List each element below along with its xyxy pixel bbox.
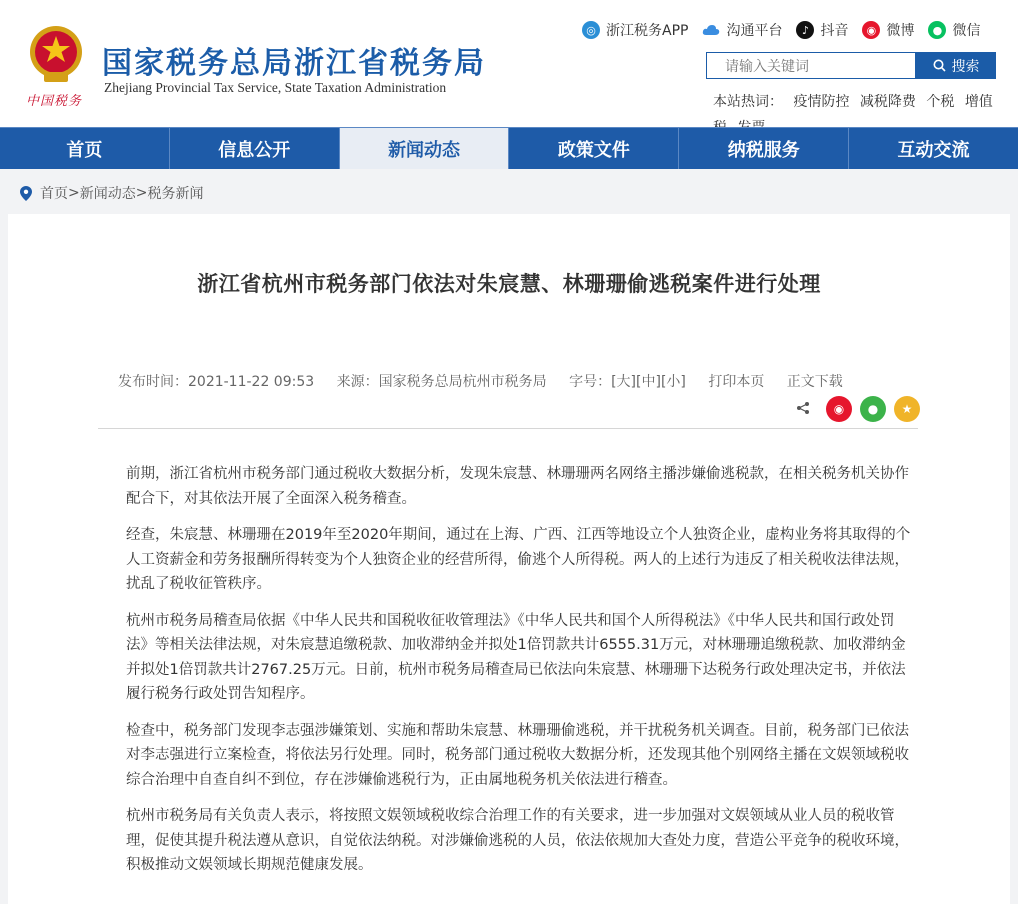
top-links [582,20,980,40]
location-pin-icon [20,186,32,201]
hot-word[interactable]: 个税 [926,94,955,110]
publish-label: 发布时间： [118,374,188,390]
breadcrumb-tax-news[interactable]: 税务新闻 [147,186,204,202]
nav-item-news[interactable]: 新闻动态 [340,128,510,169]
hot-word[interactable]: 减税降费 [859,94,916,110]
weibo-icon: ◉ [862,21,880,39]
search-icon [933,59,946,72]
site-subtitle: Zhejiang Provincial Tax Service, State Taxation Administration [104,80,447,95]
top-link-wechat[interactable] [928,20,980,40]
wechat-share-icon[interactable]: ● [860,396,886,422]
top-link-weibo[interactable] [862,20,914,40]
qzone-share-icon[interactable]: ★ [894,396,920,422]
font-size-large[interactable]: 大 [616,374,631,390]
font-size-label: 字号： [569,374,612,390]
hot-word[interactable]: 疫情防控 [793,94,850,110]
nav-item-policy[interactable]: 政策文件 [509,128,679,169]
search-input[interactable] [706,52,916,79]
top-link-label: 沟通平台 [726,23,783,39]
site-title[interactable]: 国家税务总局浙江省税务局 [102,46,486,81]
top-link-label: 浙江税务APP [606,23,689,39]
article-paragraph: 经查，朱宸慧、林珊珊在2019年至2020年期间，通过在上海、广西、江西等地设立个人独资企业，虚构业务将其取得的个人工资薪金和劳务报酬所得转变为个人独资企业的经营所得，偷逃个人所得税。两人的上述行为违反了相关税收法律法规，扰乱了税收征管秩序。 [126,527,911,592]
nav-item-info[interactable]: 信息公开 [170,128,340,169]
app-icon: ◎ [582,21,600,39]
douyin-icon: ♪ [796,21,814,39]
hot-word[interactable]: 增值 [964,94,993,110]
download-link[interactable]: 正文下载 [786,374,843,390]
top-link-label: 微信 [952,23,981,39]
source-value: 国家税务总局杭州市税务局 [378,374,547,390]
nav-item-service[interactable]: 纳税服务 [679,128,849,169]
breadcrumb-separator: > [68,185,80,201]
article-paragraph: 杭州市税务局有关负责人表示，将按照文娱领域税收综合治理工作的有关要求，进一步加强对文娱领域从业人员的税收管理，促使其提升税法遵从意识，自觉依法纳税。对涉嫌偷逃税的人员，依法依规加大查处力度，营造公平竞争的税收环境，积极推动文娱领域长期规范健康发展。 [126,808,909,873]
top-link-platform[interactable] [702,20,782,40]
search-button[interactable] [916,52,996,79]
source-label: 来源： [336,374,379,390]
article-meta: 发布时间：2021-11-22 09:53 来源：国家税务总局杭州市税务局 字号：[大][中][小] 打印本页 正文下载 [118,374,843,390]
article-paragraph: 检查中，税务部门发现李志强涉嫌策划、实施和帮助朱宸慧、林珊珊偷逃税，并干扰税务机关调查。目前，税务部门已依法对李志强进行立案检查，将依法另行处理。同时，税务部门通过税收大数据分析，还发现其他个别网络主播在文娱领域税收综合治理中自查自纠不到位，存在涉嫌偷逃税行为，正由属地税务机关依法进行稽查。 [126,722,909,788]
breadcrumb [20,183,203,203]
breadcrumb-news[interactable]: 新闻动态 [79,186,136,202]
wechat-icon: ● [928,21,946,39]
top-link-douyin[interactable] [796,20,848,40]
weibo-share-icon[interactable]: ◉ [826,396,852,422]
meta-divider [98,428,918,429]
cloud-icon [702,21,720,39]
nav-item-home[interactable]: 首页 [0,128,170,169]
hot-words-label: 本站热词： [713,94,783,110]
print-link[interactable]: 打印本页 [708,374,765,390]
article-body [126,462,916,890]
top-link-app[interactable] [582,20,688,40]
breadcrumb-home[interactable]: 首页 [40,186,68,202]
national-emblem-icon [22,22,90,86]
brand-script-logo: 中国税务 [26,94,83,109]
share-row [796,396,920,422]
search-button-label: 搜索 [951,58,980,75]
share-icon[interactable] [796,400,810,419]
font-size-small[interactable]: 小 [666,374,681,390]
nav-item-interact[interactable]: 互动交流 [897,139,970,161]
publish-time: 2021-11-22 09:53 [188,374,315,390]
font-size-medium[interactable]: 中 [641,374,656,390]
article-title: 浙江省杭州市税务部门依法对朱宸慧、林珊珊偷逃税案件进行处理 [197,272,821,296]
article-paragraph: 前期，浙江省杭州市税务部门通过税收大数据分析，发现朱宸慧、林珊珊两名网络主播涉嫌偷逃税款，在相关税务机关协作配合下，对其依法开展了全面深入税务稽查。 [126,466,909,507]
breadcrumb-separator: > [135,185,148,201]
article-paragraph: 杭州市税务局稽查局依据《中华人民共和国税收征收管理法》《中华人民共和国个人所得税法》《中华人民共和国行政处罚法》等相关法律法规，对朱宸慧追缴税款、加收滞纳金并拟处1倍罚款共计6555.31万元，对林珊珊追缴税款、加收滞纳金并拟处1倍罚款共计2767.25万元。日前，杭州市税务局稽查局已依法向朱宸慧、林珊珊下达税务行政处理决定书，并依法履行税务行政处罚告知程序。 [126,612,906,702]
top-link-label: 微博 [886,23,915,39]
site-header [0,0,1018,128]
main-nav [0,127,1018,169]
top-link-label: 抖音 [820,23,849,39]
